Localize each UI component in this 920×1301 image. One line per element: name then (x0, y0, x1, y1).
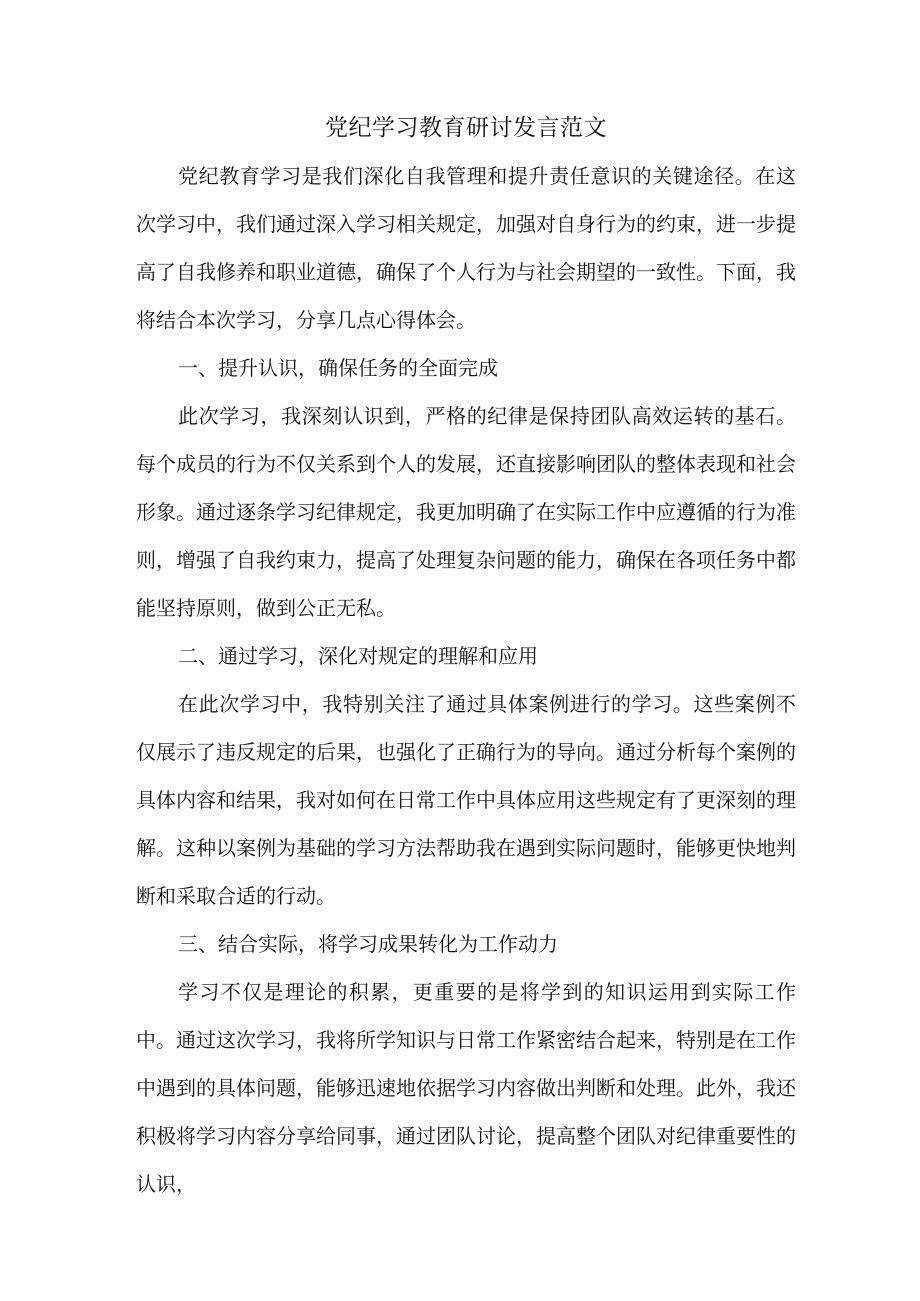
section-1-body: 此次学习，我深刻认识到，严格的纪律是保持团队高效运转的基石。每个成员的行为不仅关系到个人的发展，还直接影响团队的整体表现和社会形象。通过逐条学习纪律规定，我更加明确了在实际工作中应遵循的行为准则，增强了自我约束力，提高了处理复杂问题的能力，确保在各项任务中都能坚持原则，做到公正无私。 (136, 404, 796, 620)
section-3-body: 学习不仅是理论的积累，更重要的是将学到的知识运用到实际工作中。通过这次学习，我将所学知识与日常工作紧密结合起来，特别是在工作中遇到的具体问题，能够迅速地依据学习内容做出判断和处理。此外，我还积极将学习内容分享给同事，通过团队讨论，提高整个团队对纪律重要性的认识， (136, 980, 796, 1196)
intro-paragraph: 党纪教育学习是我们深化自我管理和提升责任意识的关键途径。在这次学习中，我们通过深入学习相关规定，加强对自身行为的约束，进一步提高了自我修养和职业道德，确保了个人行为与社会期望的一致性。下面，我将结合本次学习，分享几点心得体会。 (136, 164, 796, 332)
section-3-heading: 三、结合实际，将学习成果转化为工作动力 (178, 932, 558, 956)
section-2-body: 在此次学习中，我特别关注了通过具体案例进行的学习。这些案例不仅展示了违反规定的后果，也强化了正确行为的导向。通过分析每个案例的具体内容和结果，我对如何在日常工作中具体应用这些规定有了更深刻的理解。这种以案例为基础的学习方法帮助我在遇到实际问题时，能够更快地判断和采取合适的行动。 (136, 692, 796, 908)
section-1-heading: 一、提升认识，确保任务的全面完成 (178, 356, 498, 380)
section-2-heading: 二、通过学习，深化对规定的理解和应用 (178, 644, 538, 668)
document-content (136, 104, 796, 1208)
document-title: 党纪学习教育研讨发言范文 (325, 115, 607, 141)
